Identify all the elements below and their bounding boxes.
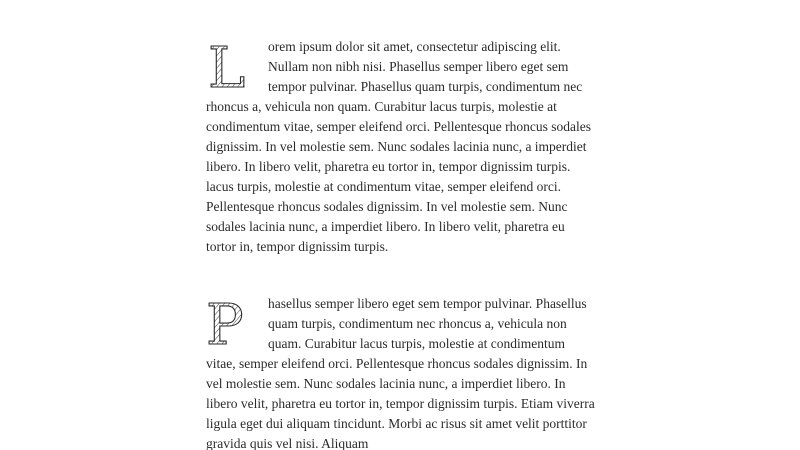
dropcap-P-glyph [206, 294, 266, 354]
dropcap-L [206, 37, 268, 97]
svg-text:L: L [208, 37, 246, 97]
paragraph-1 [206, 37, 596, 257]
dropcap-L-glyph [206, 37, 266, 97]
paragraph-1-text: orem ipsum dolor sit amet, consectetur adipiscing elit. Nullam non nibh nisi. Phasellus semper libero eget sem tempor pulvinar. Phasellus quam turpis, condimentum nec rhoncus a, vehicula non quam. Curabitur lacus turpis, molestie at condimentum vitae, semper eleifend orci. Pellentesque rhoncus sodales dignissim. In vel molestie sem. Nunc sodales lacinia nunc, a imperdiet libero. In libero velit, pharetra eu tortor in, tempor dignissim turpis. lacus turpis, molestie at condimentum vitae, semper eleifend orci. Pellentesque rhoncus sodales dignissim. In vel molestie sem. Nunc sodales lacinia nunc, a imperdiet libero. In libero velit, pharetra eu tortor in, tempor dignissim turpis. [206, 39, 592, 254]
article-body [206, 37, 596, 450]
paragraph-2 [206, 294, 596, 450]
paragraph-2-text: hasellus semper libero eget sem tempor pulvinar. Phasellus quam turpis, condimentum nec rhoncus a, vehicula non quam. Curabitur lacus turpis, molestie at condimentum vitae, semper eleifend orci. Pellentesque rhoncus sodales dignissim. In vel molestie sem. Nunc sodales lacinia nunc, a imperdiet libero. In libero velit, pharetra eu tortor in, tempor dignissim turpis. Etiam viverra ligula eget dui aliquam tincidunt. Morbi ac risus sit amet velit porttitor gravida quis vel nisi. Aliquam [206, 296, 595, 450]
dropcap-P [206, 294, 268, 354]
svg-text:P: P [206, 294, 244, 354]
